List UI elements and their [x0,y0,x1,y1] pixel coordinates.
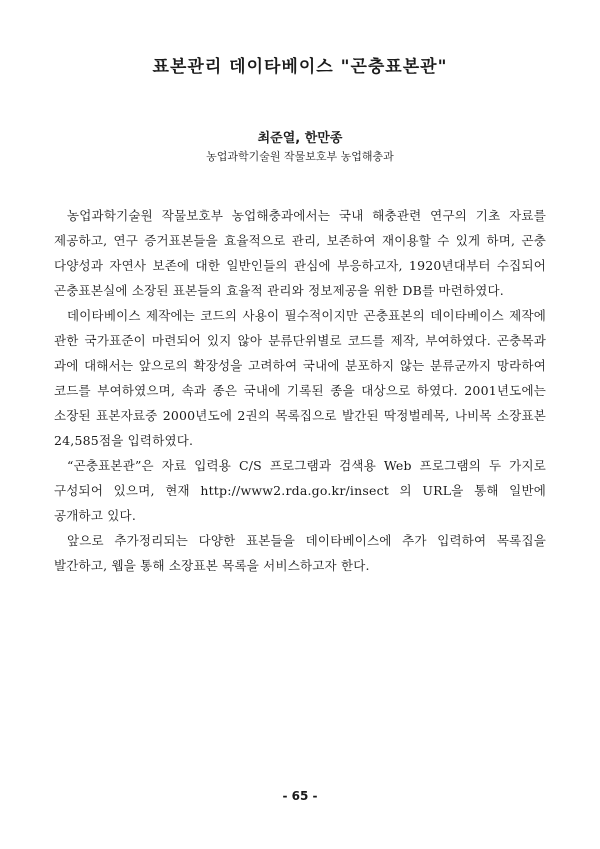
paragraph: “곤충표본관”은 자료 입력용 C/S 프로그램과 검색용 Web 프로그램의 두 가지로 구성되어 있으며, 현재 http://www2.rda.go.kr/insect 의 URL을 통해 일반에 공개하고 있다. [54,458,546,523]
paragraph: 앞으로 추가정리되는 다양한 표본들을 데이타베이스에 추가 입력하여 목록집을 발간하고, 웹을 통해 소장표본 목록을 서비스하고자 한다. [54,533,546,573]
paragraph: 데이타베이스 제작에는 코드의 사용이 필수적이지만 곤충표본의 데이타베이스 제작에 관한 국가표준이 마련되어 있지 않아 분류단위별로 코드를 제작, 부여하였다. 곤충목과 과에 대해서는 앞으로의 확장성을 고려하여 국내에 분포하지 않는 분류군까지 망라하여 코드를 부여하였으며, 속과 종은 국내에 기록된 종을 대상으로 하였다. 2001년도에는 소장된 표본자료중 2000년도에 2권의 목록집으로 발간된 딱정벌레목, 나비목 소장표본 24,585점을 입력하였다. [54,308,546,448]
authors: 최준열, 한만종 [257,131,343,146]
abstract-body [54,203,546,578]
paragraph: 농업과학기술원 작물보호부 농업해충과에서는 국내 해충관련 연구의 기초 자료를 제공하고, 연구 증거표본들을 효율적으로 관리, 보존하여 재이용할 수 있게 하며, 곤충 다양성과 자연사 보존에 대한 일반인들의 관심에 부응하고자, 1920년대부터 수집되어 곤충표본실에 소장된 표본들의 효율적 관리와 정보제공을 위한 DB를 마련하였다. [54,208,546,298]
page-number: - 65 - [282,789,318,803]
affiliation: 농업과학기술원 작물보호부 농업해충과 [206,150,394,163]
page-title: 표본관리 데이타베이스 "곤충표본관" [152,57,448,77]
